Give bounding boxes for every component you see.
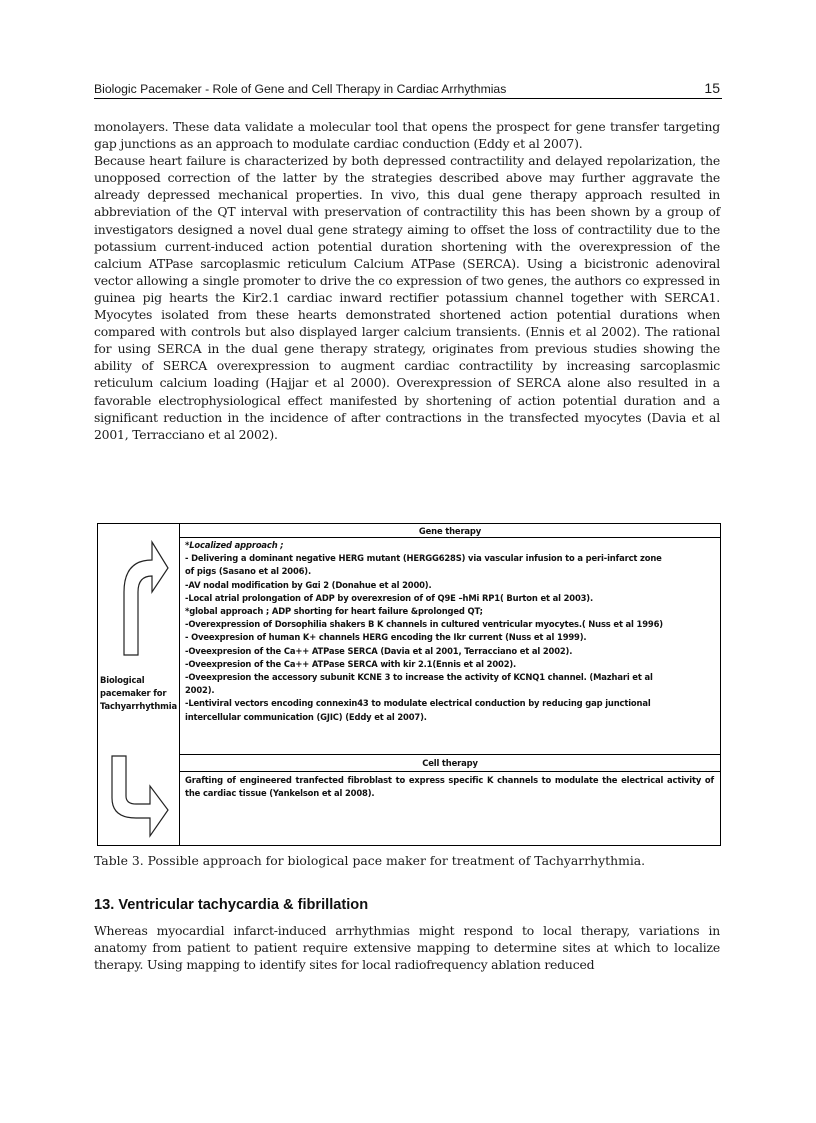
column-divider [179, 524, 180, 845]
cell-therapy-text: Grafting of engineered tranfected fibroblast to express specific K channels to modulate the electrical activity of the cardiac tissue (Yankelson et al 2008). [185, 775, 714, 799]
gene-therapy-line: -AV nodal modification by Gαi 2 (Donahue et al 2000). [185, 579, 432, 590]
gene-therapy-line: - Oveexpresion of human K+ channels HERG encoding the Ikr current (Nuss et al 1999). [185, 632, 587, 643]
gene-therapy-line: *Localized approach ; [185, 540, 284, 550]
section-body [94, 922, 720, 973]
gene-therapy-heading: Gene therapy [418, 526, 482, 536]
paragraph: Whereas myocardial infarct-induced arrhythmias might respond to local therapy, variations in anatomy from patient to patient require extensive mapping to determine sites at which to localize therapy. Using mapping to identify sites for local radiofrequency ablation reduced [94, 923, 720, 973]
section-heading: 13. Ventricular tachycardia & fibrillation [94, 897, 369, 913]
gene-therapy-line: intercellular communication (GJIC) (Eddy et al 2007). [185, 711, 427, 722]
gene-therapy-line: *global approach ; ADP shorting for heart failure &prolonged QT; [185, 606, 483, 617]
gene-therapy-line: - Delivering a dominant negative HERG mutant (HERGG628S) via vascular infusion to a peri-infarct zone [185, 553, 662, 564]
paragraph: Because heart failure is characterized by both depressed contractility and delayed repolarization, the unopposed correction of the latter by the strategies described above may further aggravate the already depressed mechanical properties. In vivo, this dual gene therapy approach resulted in abbreviation of the QT interval with preservation of contractility this has been shown by a group of investigators designed a novel dual gene strategy aiming to offset the loss of contractility due to the potassium current-induced action potential duration shortening with the overexpression of the calcium ATPase sarcoplasmic reticulum Calcium ATPase (SERCA). Using a bicistronic adenoviral vector allowing a single promoter to drive the co expression of two genes, the authors co expressed in guinea pig hearts the Kir2.1 cardiac inward rectifier potassium channel together with SERCA1. Myocytes isolated from these hearts demonstrated shortened action potential durations when compared with controls but also displayed larger calcium transients. (Ennis et al 2002). The rational for using SERCA in the dual gene therapy strategy, originates from previous studies showing the ability of SERCA overexpression to augment cardiac contractility by increasing sarcoplasmic reticulum calcium loading (Hajjar et al 2000). Overexpression of SERCA alone also resulted in a favorable electrophysiological effect manifested by shortening of action potential duration and a significant reduction in the incidence of after contractions in the transfected myocytes (Davia et al 2001, Terracciano et al 2002). [94, 153, 720, 442]
row-divider [179, 771, 720, 772]
gene-therapy-line: 2002). [185, 685, 215, 696]
gene-therapy-line: -Oveexpresion of the Ca++ ATPase SERCA with kir 2.1(Ennis et al 2002). [185, 658, 517, 669]
body-text [94, 118, 720, 443]
gene-therapy-line: -Oveexpresion the accessory subunit KCNE 3 to increase the activity of KCNQ1 channel. (Mazhari et al [185, 672, 653, 683]
running-title: Biologic Pacemaker - Role of Gene and Cell Therapy in Cardiac Arrhythmias [94, 82, 507, 96]
gene-therapy-line: -Lentiviral vectors encoding connexin43 to modulate electrical conduction by reducing gap junctional [185, 698, 651, 709]
page-number: 15 [704, 80, 720, 96]
table-caption: Table 3. Possible approach for biological pace maker for treatment of Tachyarrhythmia. [94, 853, 646, 868]
gene-therapy-line: of pigs (Sasano et al 2006). [185, 566, 312, 577]
row-label: Biological pacemaker for Tachyarrhythmia [100, 675, 177, 712]
gene-therapy-line: -Local atrial prolongation of ADP by overexresion of of Q9E –hMi RP1( Burton et al 2003). [185, 592, 594, 603]
therapy-table [97, 523, 721, 846]
cell-therapy-heading: Cell therapy [422, 758, 478, 768]
gene-therapy-line: -Oveexpresion of the Ca++ ATPase SERCA (Davia et al 2001, Terracciano et al 2002). [185, 645, 573, 656]
curved-arrow-down-right-icon [102, 752, 172, 842]
gene-therapy-line: -Overexpression of Dorsophilia shakers B K channels in cultured ventricular myocytes.( Nuss et al 1996) [185, 619, 663, 630]
paragraph: monolayers. These data validate a molecular tool that opens the prospect for gene transfer targeting gap junctions as an approach to modulate cardiac conduction (Eddy et al 2007). [94, 119, 720, 152]
running-header [94, 78, 722, 99]
row-divider [179, 754, 720, 755]
gene-therapy-list [185, 539, 714, 724]
curved-arrow-up-right-icon [102, 530, 172, 660]
